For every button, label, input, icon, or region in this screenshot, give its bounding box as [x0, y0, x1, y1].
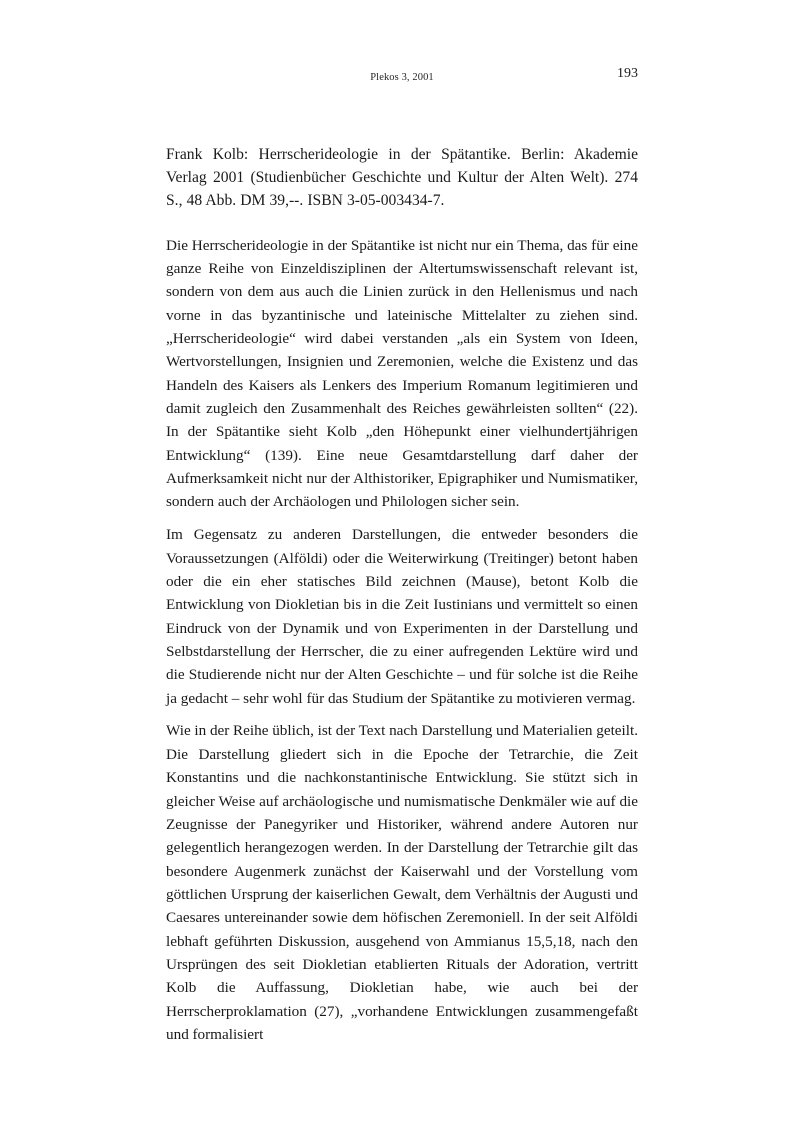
page-number: 193: [617, 66, 638, 81]
text-block: [166, 143, 638, 1046]
body-paragraph: Die Herrscherideologie in der Spätantike ist nicht nur ein Thema, das für eine ganze Reihe von Einzeldisziplinen der Altertumswissenschaft relevant ist, sondern von dem aus auch die Linien zurück in den Hellenismus und nach vorne in das byzantinische und lateinische Mittelalter zu ziehen sind. „Herrscherideologie“ wird dabei verstanden „als ein System von Ideen, Wertvorstellungen, Insignien und Zeremonien, welche die Existenz und das Handeln des Kaisers als Lenkers des Imperium Romanum legitimieren und damit zugleich den Zusammenhalt des Reiches gewährleisten sollten“ (22). In der Spätantike sieht Kolb „den Höhepunkt einer vielhundertjährigen Entwicklung“ (139). Eine neue Gesamtdarstellung darf daher der Aufmerksamkeit nicht nur der Althistoriker, Epigraphiker und Numismatiker, sondern auch der Archäologen und Philologen sicher sein.: [166, 236, 638, 511]
running-head-title: Plekos 3, 2001: [370, 72, 434, 83]
body-paragraph: Im Gegensatz zu anderen Darstellungen, die entweder besonders die Voraussetzungen (Alföldi) oder die Weiterwirkung (Treitinger) betont haben oder die ein eher statisches Bild zeichnen (Mause), betont Kolb die Entwicklung von Diokletian bis in die Zeit Iustinians und vermittelt so einen Eindruck von der Dynamik und von Experimenten in der Darstellung und Selbstdarstellung der Herrscher, die zu einer aufregenden Lektüre wird und die Studierende nicht nur der Alten Geschichte – und für solche ist die Reihe ja gedacht – sehr wohl für das Studium der Spätantike zu motivieren vermag.: [166, 526, 638, 707]
page-header: [166, 66, 638, 88]
body-paragraph: Wie in der Reihe üblich, ist der Text nach Darstellung und Materialien geteilt. Die Darstellung gliedert sich in die Epoche der Tetrarchie, die Zeit Konstantins und die nachkonstantinische Entwicklung. Sie stützt sich in gleicher Weise auf archäologische und numismatische Denkmäler wie auf die Zeugnisse der Panegyriker und Historiker, während andere Autoren nur gelegentlich herangezogen werden. In der Darstellung der Tetrarchie gilt das besondere Augenmerk zunächst der Kaiserwahl und der Vorstellung vom göttlichen Ursprung der kaiserlichen Gewalt, dem Verhältnis der Augusti und Caesares untereinander sowie dem höfischen Zeremoniell. In der seit Alföldi lebhaft geführten Diskussion, ausgehend von Ammianus 15,5,18, nach den Ursprüngen des seit Diokletian etablierten Rituals der Adoration, vertritt Kolb die Auffassung, Diokletian habe, wie auch bei der Herrscherproklamation (27), „vorhandene Entwicklungen zusammengefaßt und formalisiert: [166, 722, 638, 1043]
bibliographic-entry: Frank Kolb: Herrscherideologie in der Spätantike. Berlin: Akademie Verlag 2001 (Studienbücher Geschichte und Kultur der Alten Welt). 274 S., 48 Abb. DM 39,--. ISBN 3-05-003434-7.: [166, 146, 638, 210]
